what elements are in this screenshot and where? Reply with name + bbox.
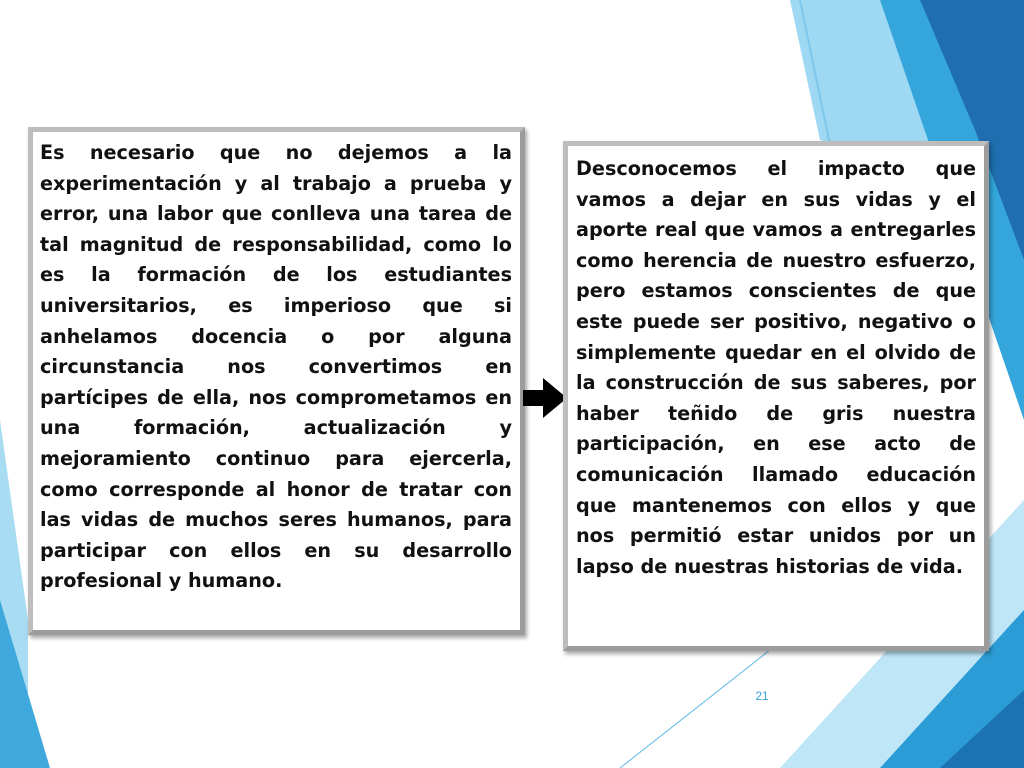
deco-line-1	[620, 650, 770, 768]
left-paragraph: Es necesario que no dejemos a la experimentación y al trabajo a prueba y error, una labor que conlleva una tarea de tal magnitud de responsabilidad, como lo es la formación de los estudiantes universitarios, es imperioso que si anhelamos docencia o por alguna circunstancia nos convertimos en partícipes de ella, nos comprometamos en una formación, actualización y mejoramiento continuo para ejercerla, como corresponde al honor de tratar con las vidas de muchos seres humanos, para participar con ellos en su desarrollo profesional y humano.	[40, 141, 512, 593]
slide-number: 21	[755, 689, 769, 703]
right-arrow-icon	[523, 378, 567, 418]
right-text-box	[563, 141, 989, 651]
right-paragraph: Desconocemos el impacto que vamos a dejar en sus vidas y el aporte real que vamos a entregarles como herencia de nuestro esfuerzo, pero estamos conscientes de que este puede ser positivo, negativo o simplemente quedar en el olvido de la construcción de sus saberes, por haber teñido de gris nuestra participación, en ese acto de comunicación llamado educación que mantenemos con ellos y que nos permitió estar unidos por un lapso de nuestras historias de vida.	[576, 157, 976, 578]
left-text-box	[28, 127, 525, 635]
